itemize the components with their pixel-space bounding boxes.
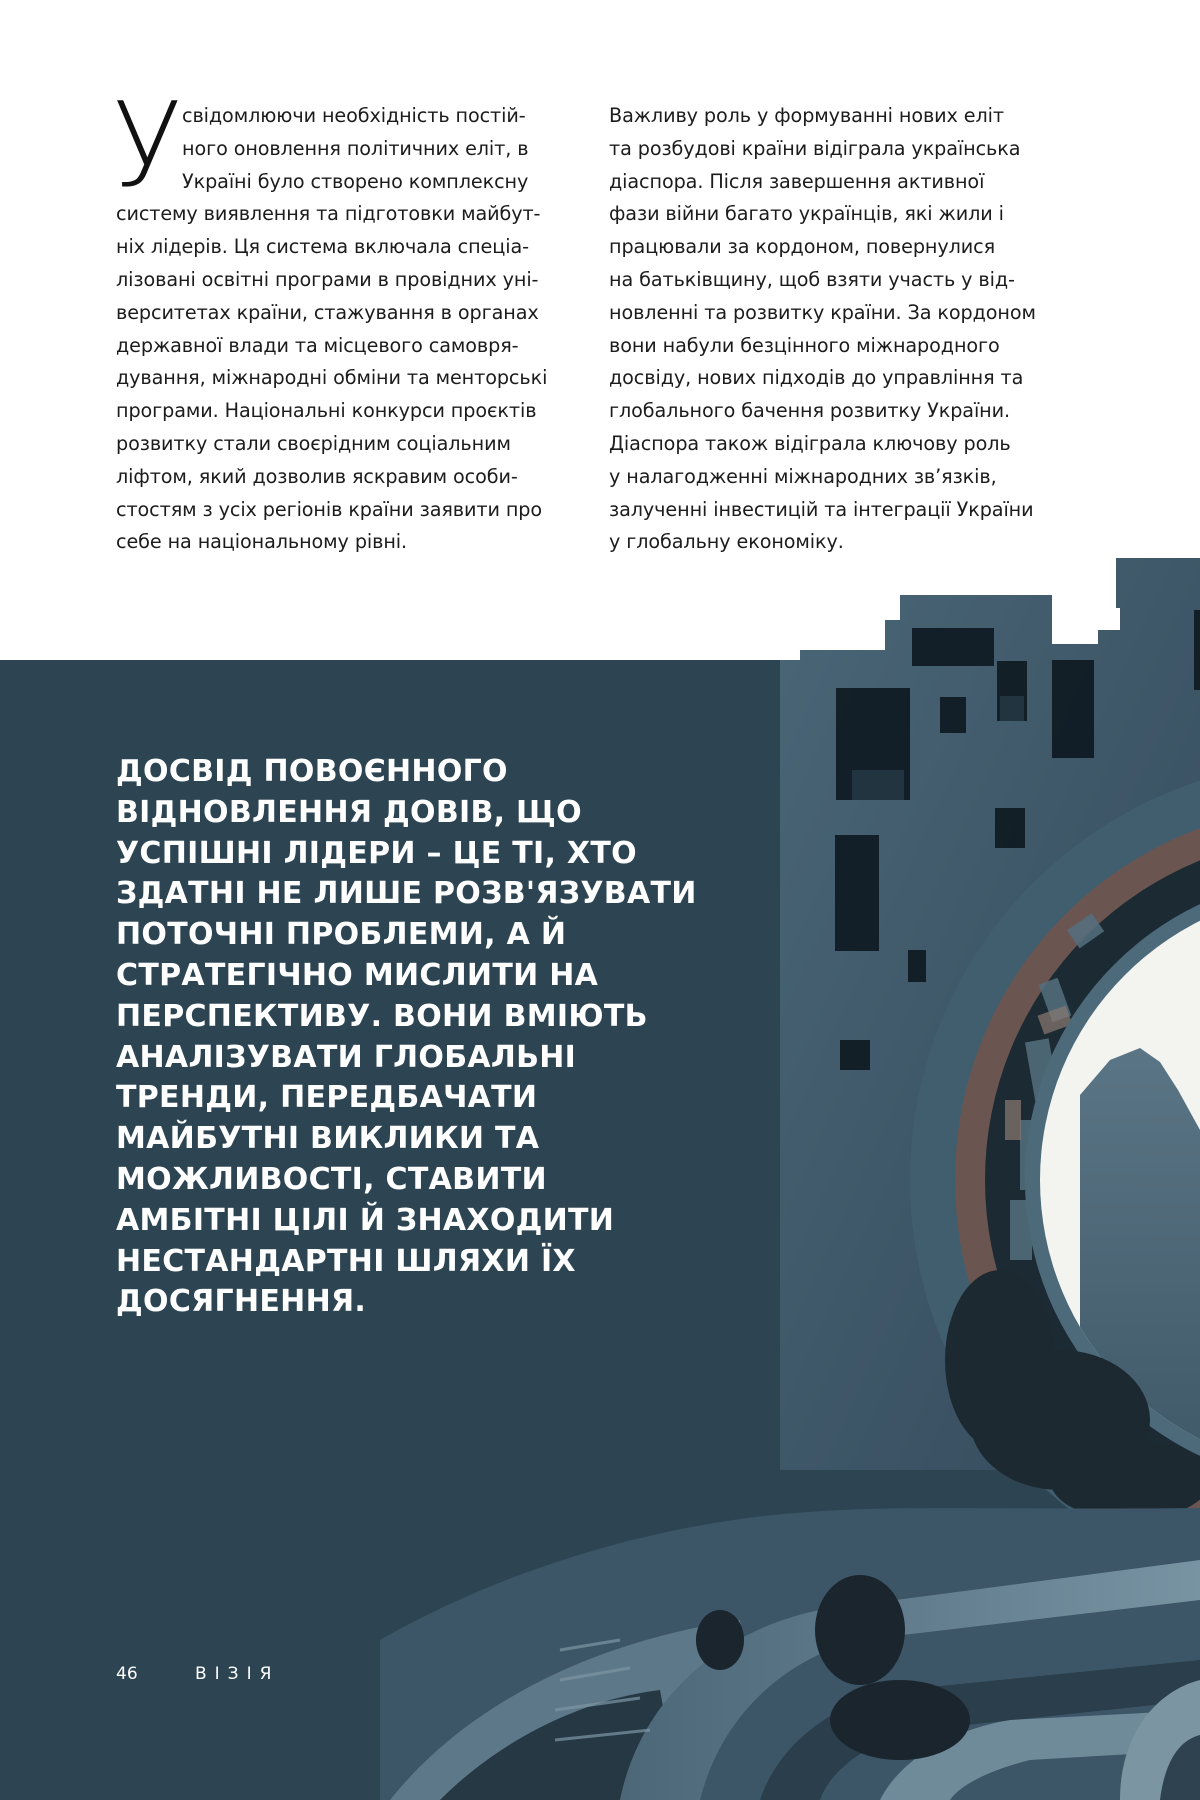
text-line: ніх лідерів. Ця система включала спеціа- [116,235,529,259]
drop-cap: У [112,78,183,213]
text-line: глобального бачення розвитку України. [609,399,1010,423]
quote-line: МАЙБУТНІ ВИКЛИКИ ТА [116,1121,540,1157]
text-line: на батьківщину, щоб взяти участь у від- [609,267,1015,291]
page-number: 46 [116,1664,138,1684]
quote-line: ПЕРСПЕКТИВУ. ВОНИ ВМІЮТЬ [116,998,648,1034]
text-line: та розбудові країни відіграла українська [609,136,1021,160]
text-line: систему виявлення та підготовки майбут- [116,202,541,226]
text-line: досвіду, нових підходів до управління та [609,366,1024,390]
text-line: фази війни багато українців, які жили і [609,202,1004,226]
text-section [0,0,1200,660]
text-line: новленні та розвитку країни. За кордоном [609,300,1036,324]
text-line: вони набули безцінного міжнародного [609,333,1000,357]
text-line: дування, міжнародні обміни та менторські [116,366,548,390]
text-line: державної влади та місцевого самовря- [116,333,519,357]
text-line: ного оновлення політичних еліт, в [182,136,529,160]
quote-line: АНАЛІЗУВАТИ ГЛОБАЛЬНІ [116,1039,577,1075]
quote-line: ЗДАТНІ НЕ ЛИШЕ РОЗВ'ЯЗУВАТИ [116,876,697,912]
quote-line: ТРЕНДИ, ПЕРЕДБАЧАТИ [116,1080,538,1116]
text-line: себе на національному рівні. [116,530,408,554]
section-title: ВІЗІЯ [195,1664,280,1684]
text-line: верситетах країни, стажування в органах [116,300,539,324]
quote-line: СТРАТЕГІЧНО МИСЛИТИ НА [116,957,599,993]
text-line: працювали за кордоном, повернулися [609,235,996,259]
article-right-column [609,100,1059,559]
text-line: залученні інвестицій та інтеграції України [609,497,1034,521]
text-line: Діаспора також відіграла ключову роль [609,431,1011,455]
text-line: ліфтом, який дозволив яскравим особи- [116,464,518,488]
quote-line: ДОСЯГНЕННЯ. [116,1284,367,1320]
quote-line: УСПІШНІ ЛІДЕРИ – ЦЕ ТІ, ХТО [116,835,637,871]
quote-line: АМБІТНІ ЦІЛІ Й ЗНАХОДИТИ [116,1202,615,1238]
text-line: у налагодженні міжнародних зв’язків, [609,464,997,488]
text-line: програми. Національні конкурси проєктів [116,399,537,423]
text-line: лізовані освітні програми в провідних уні- [116,267,539,291]
text-line: розвитку стали своєрідним соціальним [116,431,511,455]
quote-line: МОЖЛИВОСТІ, СТАВИТИ [116,1161,547,1197]
quote-line: ДОСВІД ПОВОЄННОГО [116,754,508,789]
pull-quote [116,752,736,1323]
text-line: діаспора. Після завершення активної [609,169,985,193]
article-left-column [112,78,556,559]
text-line: у глобальну економіку. [609,530,844,554]
quote-line: НЕСТАНДАРТНІ ШЛЯХИ ЇХ [116,1243,576,1279]
text-line: свідомлюючи необхідність постій- [182,104,526,127]
text-line: Важливу роль у формуванні нових еліт [609,104,1004,127]
quote-line: ВІДНОВЛЕННЯ ДОВІВ, ЩО [116,794,582,830]
text-line: Україні було створено комплексну [182,169,529,193]
text-line: стостям з усіх регіонів країни заявити про [116,497,542,521]
quote-line: ПОТОЧНІ ПРОБЛЕМИ, А Й [116,917,567,953]
